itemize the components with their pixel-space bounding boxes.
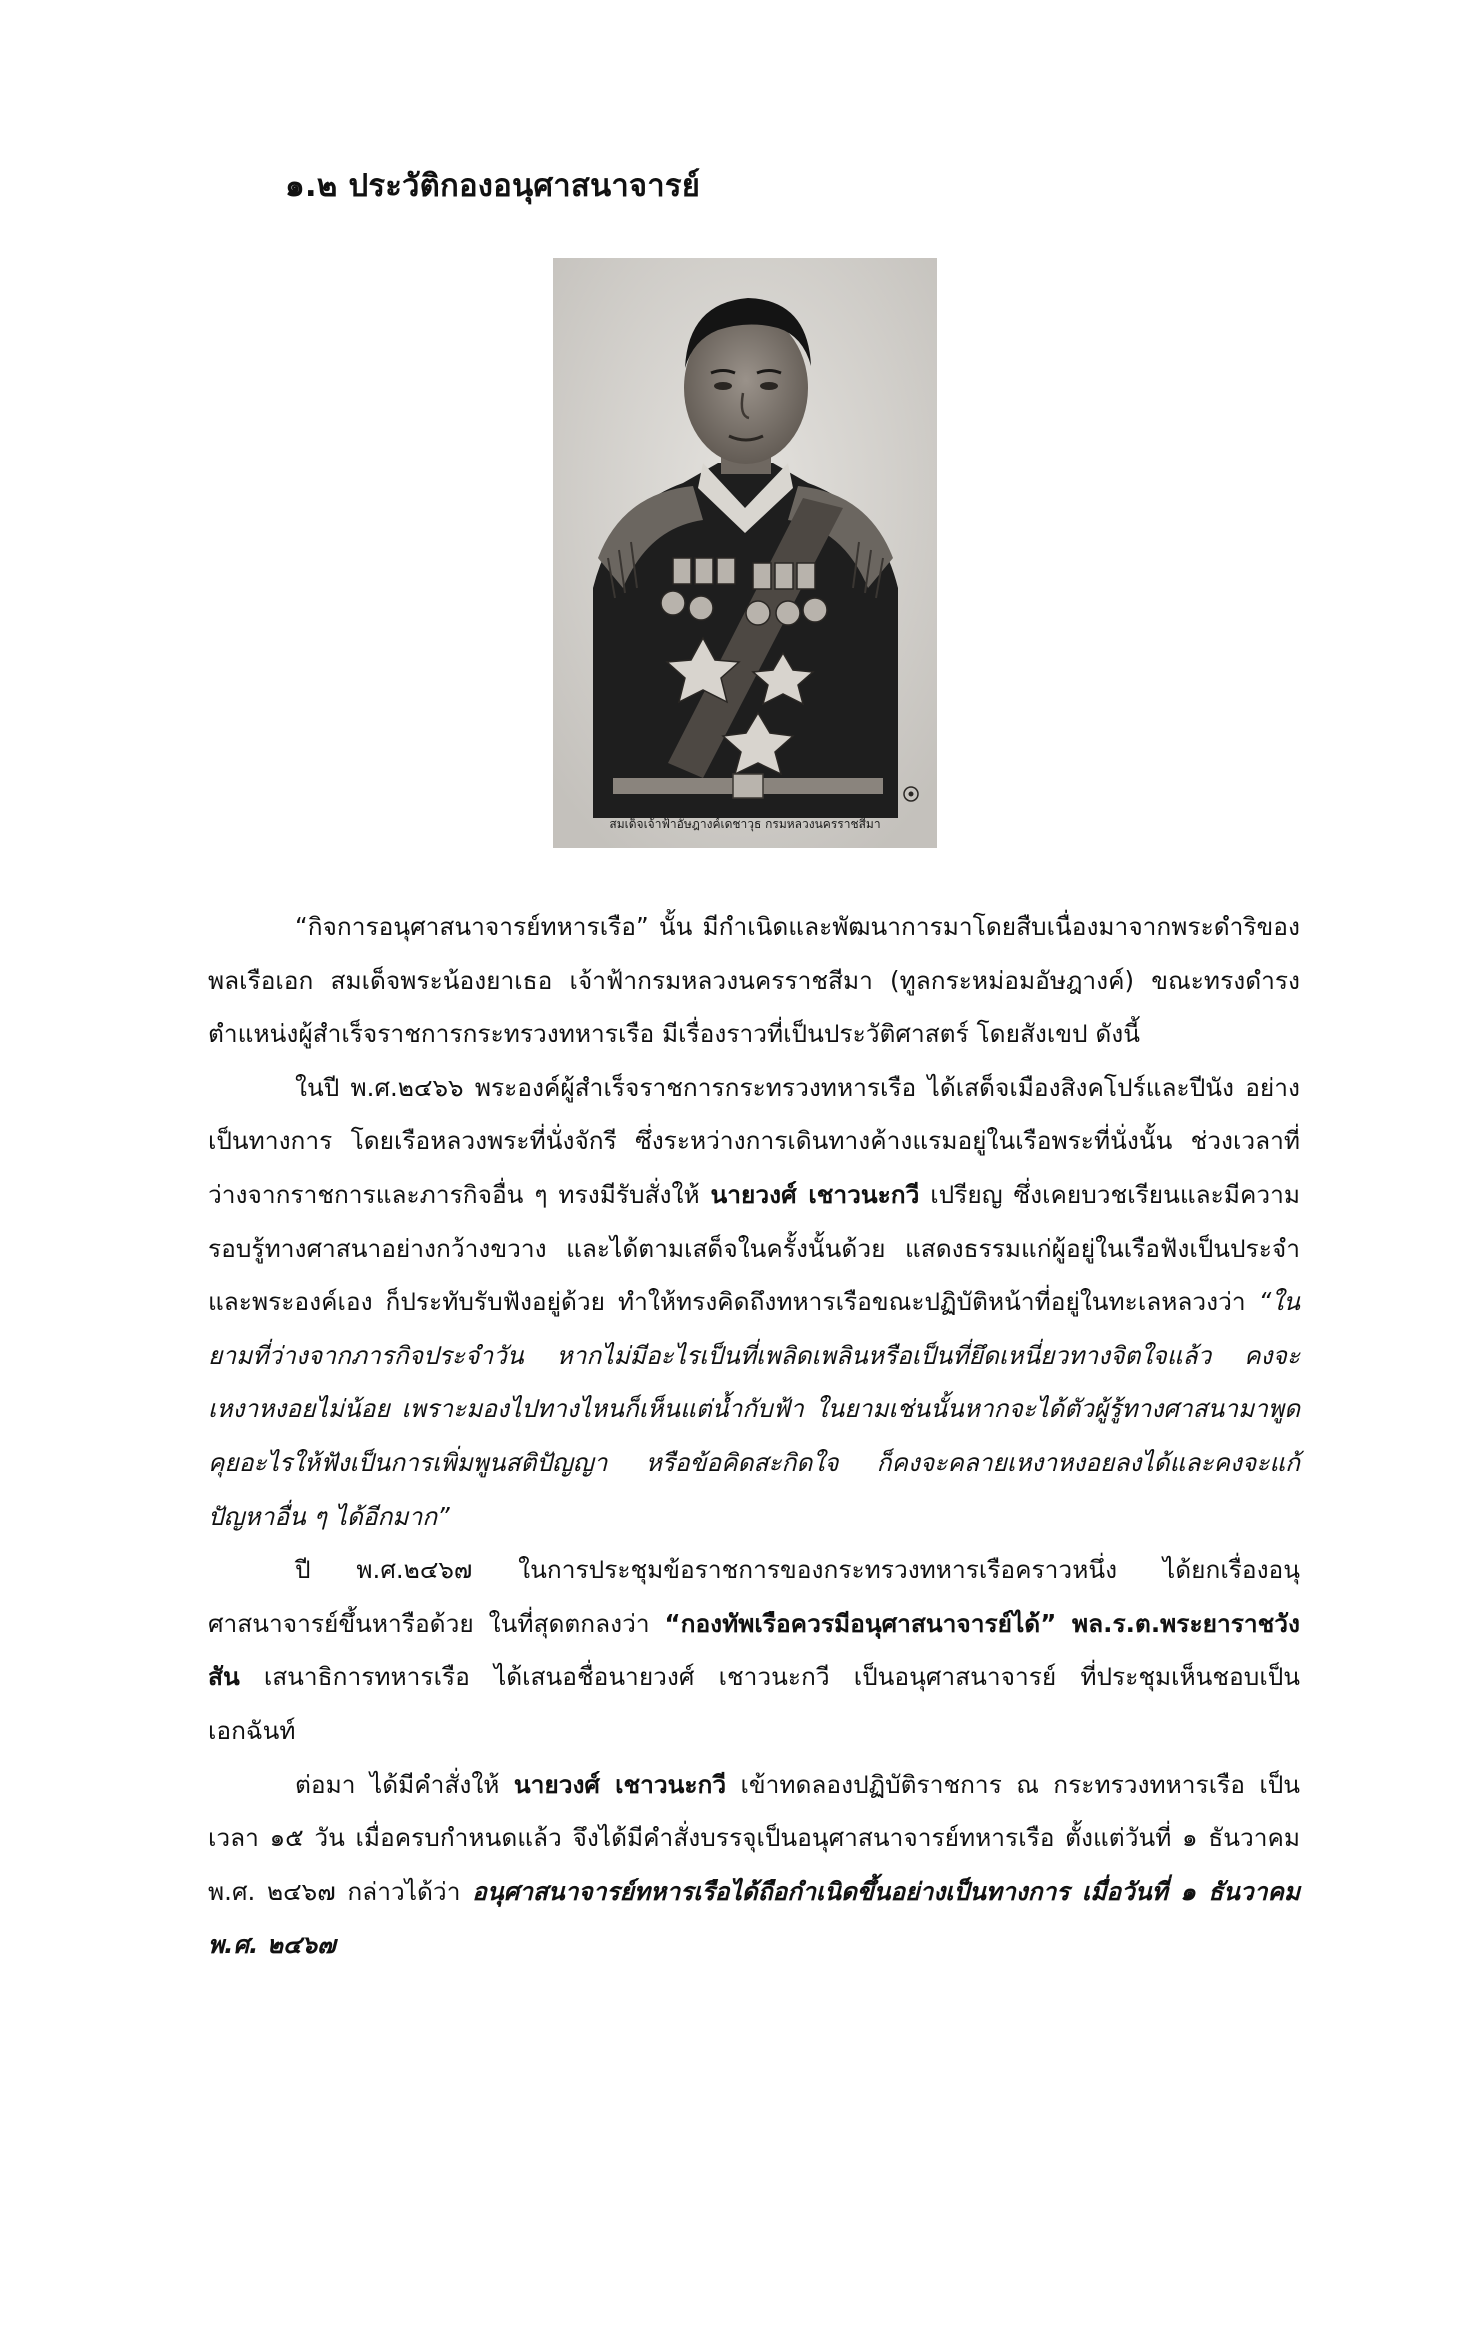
portrait-photo (553, 258, 937, 848)
paragraph-4-conclusion: อนุศาสนาจารย์ทหารเรือได้ถือกำเนิดขึ้นอย่างเป็นทางการ เมื่อวันที่ ๑ ธันวาคม พ.ศ. ๒๔๖๗ (208, 1876, 1300, 1960)
paragraph-4-text-b: เข้าทดลองปฏิบัติราชการ ณ กระทรวงทหารเรือ เป็นเวลา ๑๕ วัน เมื่อครบกำหนดแล้ว จึงได้มีคำสั่งบรรจุเป็นอนุศาสนาจารย์ทหารเรือ ตั้งแต่วันที่ ๑ ธันวาคม พ.ศ. ๒๔๖๗ กล่าวได้ว่า (208, 1769, 1300, 1906)
photo-caption: สมเด็จเจ้าฟ้าอัษฎางค์เดชาวุธ กรมหลวงนครราชสีมา (609, 817, 881, 831)
body-text (208, 900, 1300, 1972)
paragraph-2-text-b: เปรียญ ซึ่งเคยบวชเรียนและมีความรอบรู้ทางศาสนาอย่างกว้างขวาง และได้ตามเสด็จในครั้งนั้นด้วย แสดงธรรมแก่ผู้อยู่ในเรือฟังเป็นประจำ และพระองค์เอง ก็ประทับรับฟังอยู่ด้วย ทำให้ทรงคิดถึงทหารเรือขณะปฏิบัติหน้าที่อยู่ในทะเลหลวงว่า (208, 1179, 1300, 1317)
paragraph-3 (208, 1543, 1300, 1757)
paragraph-1 (208, 900, 1300, 1061)
paragraph-3-text-a: ปี พ.ศ.๒๔๖๗ ในการประชุมข้อราชการของกระทรวงทหารเรือคราวหนึ่ง ได้ยกเรื่องอนุศาสนาจารย์ขึ้นหารือด้วย ในที่สุดตกลงว่า (208, 1555, 1300, 1638)
paragraph-2 (208, 1061, 1300, 1543)
portrait-illustration (553, 258, 937, 848)
paragraph-4-name: นายวงศ์ เชาวนะกวี (513, 1769, 727, 1799)
paragraph-3-emphasis: “กองทัพเรือควรมีอนุศาสนาจารย์ได้” พล.ร.ต.พระยาราชวังสัน (208, 1608, 1300, 1692)
paragraph-4 (208, 1758, 1300, 1972)
paragraph-2-quote: “ในยามที่ว่างจากภารกิจประจำวัน หากไม่มีอะไรเป็นที่เพลิดเพลินหรือเป็นที่ยึดเหนี่ยวทางจิตใจแล้ว คงจะเหงาหงอยไม่น้อย เพราะมองไปทางไหนก็เห็นแต่น้ำกับฟ้า ในยามเช่นนั้นหากจะได้ตัวผู้รู้ทางศาสนามาพูดคุยอะไรให้ฟังเป็นการเพิ่มพูนสติปัญญา หรือข้อคิดสะกิดใจ ก็คงจะคลายเหงาหงอยลงได้และคงจะแก้ปัญหาอื่น ๆ ได้อีกมาก” (208, 1287, 1300, 1531)
paragraph-4-text-a: ต่อมา ได้มีคำสั่งให้ (295, 1769, 514, 1799)
paragraph-3-text-b: เสนาธิการทหารเรือ ได้เสนอชื่อนายวงศ์ เชาวนะกวี เป็นอนุศาสนาจารย์ ที่ประชุมเห็นชอบเป็นเอกฉันท์ (208, 1662, 1300, 1745)
paragraph-2-name: นายวงศ์ เชาวนะกวี (710, 1179, 920, 1209)
paragraph-1-text: “กิจการอนุศาสนาจารย์ทหารเรือ” นั้น มีกำเนิดและพัฒนาการมาโดยสืบเนื่องมาจากพระดำริของพลเรือเอก สมเด็จพระน้องยาเธอ เจ้าฟ้ากรมหลวงนครราชสีมา (ทูลกระหม่อมอัษฎางค์) ขณะทรงดำรงตำแหน่งผู้สำเร็จราชการกระทรวงทหารเรือ มีเรื่องราวที่เป็นประวัติศาสตร์ โดยสังเขป ดังนี้ (208, 912, 1300, 1049)
paragraph-2-text-a: ในปี พ.ศ.๒๔๖๖ พระองค์ผู้สำเร็จราชการกระทรวงทหารเรือ ได้เสด็จเมืองสิงคโปร์และปีนัง อย่างเป็นทางการ โดยเรือหลวงพระที่นั่งจักรี ซึ่งระหว่างการเดินทางค้างแรมอยู่ในเรือพระที่นั่งนั้น ช่วงเวลาที่ว่างจากราชการและภารกิจอื่น ๆ ทรงมีรับสั่งให้ (208, 1072, 1300, 1209)
section-heading: ๑.๒ ประวัติกองอนุศาสนาจารย์ (285, 168, 701, 204)
